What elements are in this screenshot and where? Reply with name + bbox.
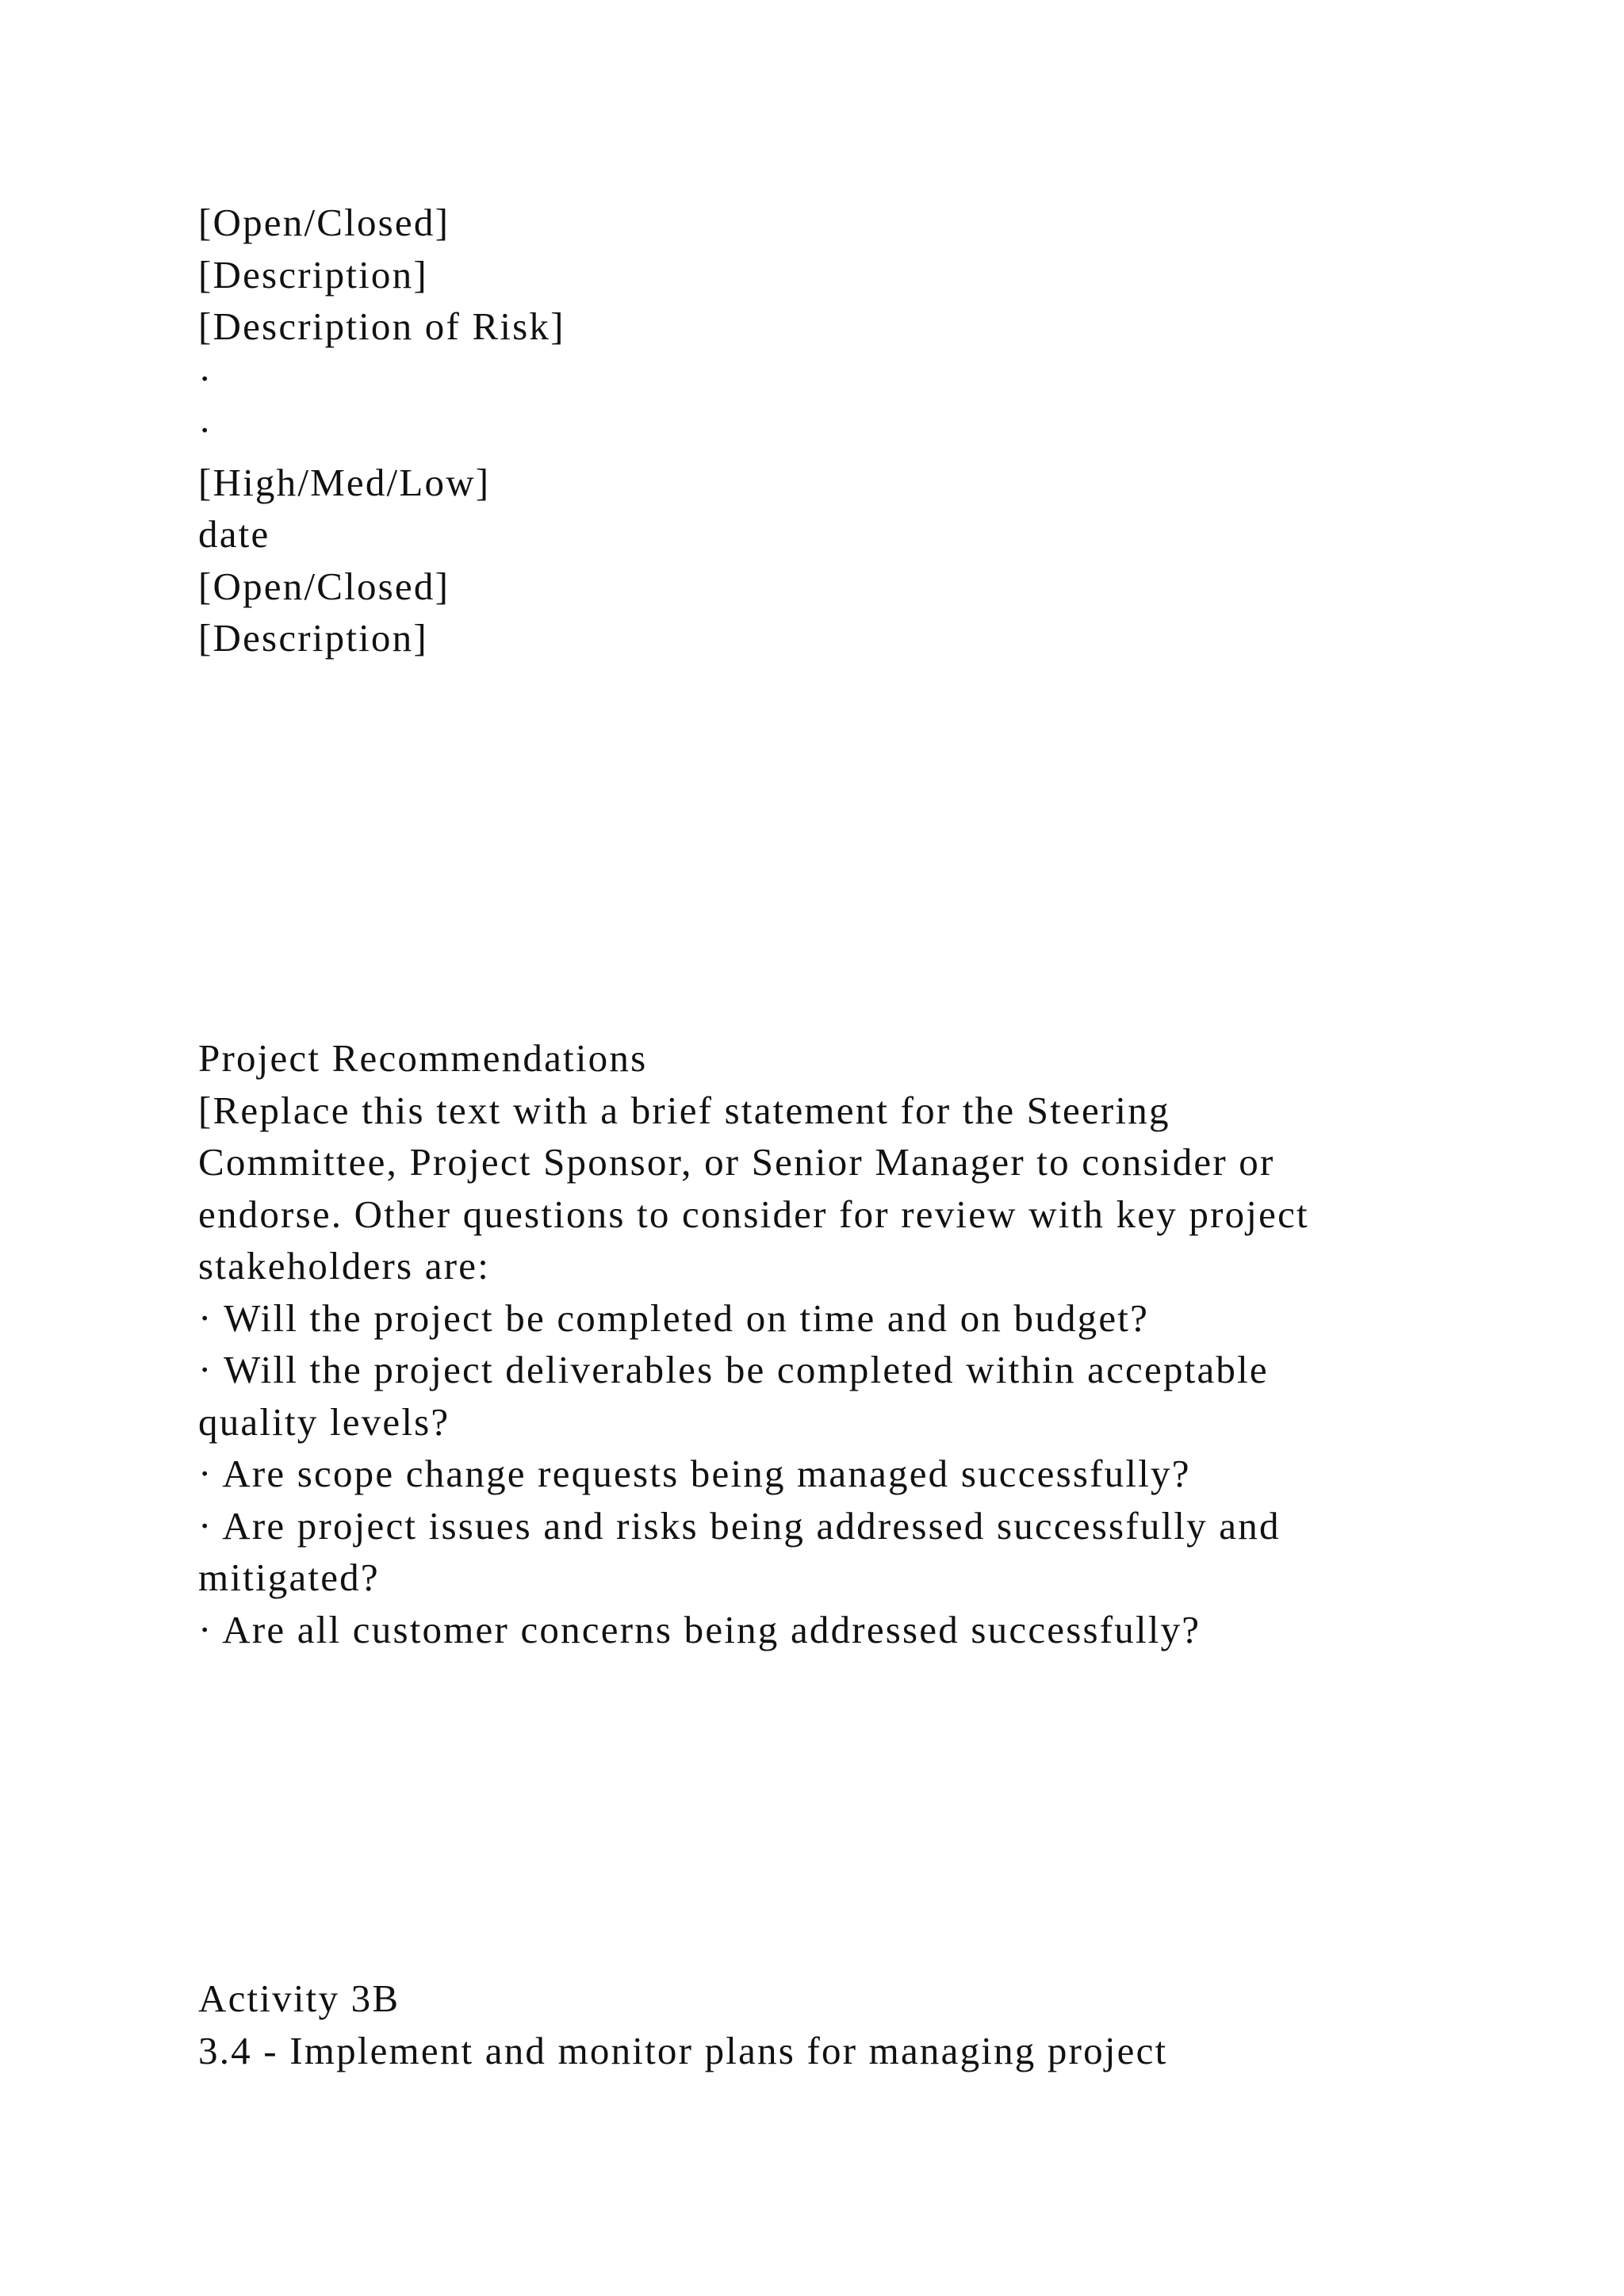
paragraph-line: stakeholders are: xyxy=(198,1244,491,1288)
section-heading: Project Recommendations xyxy=(198,1036,648,1080)
paragraph-line: [Replace this text with a brief statement for the Steering xyxy=(198,1088,1170,1132)
description-placeholder: [Description] xyxy=(198,616,428,660)
priority-placeholder: [High/Med/Low] xyxy=(198,460,491,504)
bullet-line: · Are scope change requests being managed successfully? xyxy=(198,1452,1191,1495)
risk-register-fragment xyxy=(198,197,1435,664)
bullet-line: · Are all customer concerns being addressed successfully? xyxy=(198,1607,1201,1651)
activity-subtitle: 3.4 - Implement and monitor plans for managing project xyxy=(198,2028,1168,2072)
risk-description-placeholder: [Description of Risk] xyxy=(198,304,565,348)
bullet-dot: · xyxy=(198,356,213,400)
recommendations-section xyxy=(198,1032,1435,1655)
bullet-line: · Will the project be completed on time and on budget? xyxy=(198,1295,1150,1340)
date-placeholder: date xyxy=(198,512,270,556)
bullet-line: mitigated? xyxy=(198,1556,380,1599)
activity-title: Activity 3B xyxy=(198,1976,400,2020)
status-placeholder: [Open/Closed] xyxy=(198,564,450,608)
bullet-line: quality levels? xyxy=(198,1399,450,1444)
status-placeholder: [Open/Closed] xyxy=(198,201,450,244)
bullet-line: · Are project issues and risks being addressed successfully and xyxy=(198,1503,1281,1548)
paragraph-line: Committee, Project Sponsor, or Senior Manager to consider or xyxy=(198,1140,1275,1184)
bullet-line: · Will the project deliverables be completed within acceptable xyxy=(198,1348,1269,1391)
paragraph-line: endorse. Other questions to consider for review with key project xyxy=(198,1192,1309,1236)
activity-section xyxy=(198,1973,1435,2076)
bullet-dot: · xyxy=(198,408,213,452)
description-placeholder: [Description] xyxy=(198,252,428,297)
